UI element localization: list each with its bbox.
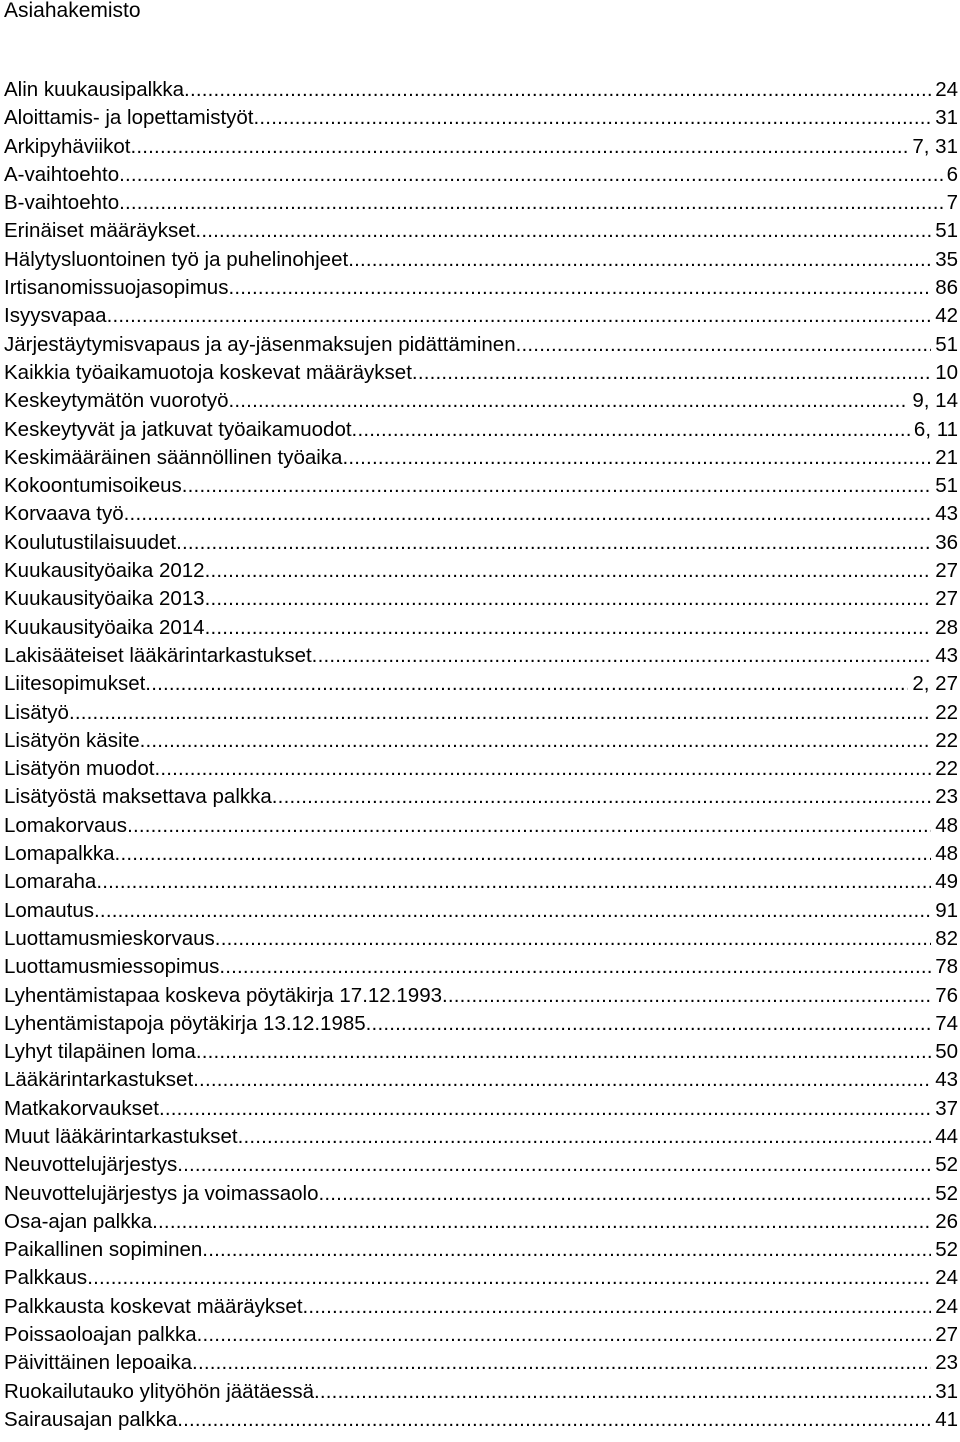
index-entry-pages: 24 xyxy=(935,1266,958,1290)
index-entry xyxy=(4,1264,958,1292)
index-entry xyxy=(4,302,958,330)
dot-leader xyxy=(107,302,932,330)
index-entry xyxy=(4,614,958,642)
index-entry-pages: 48 xyxy=(935,842,958,866)
index-entry-term: Sairausajan palkka xyxy=(4,1407,178,1431)
index-entry xyxy=(4,840,958,868)
index-list xyxy=(4,76,958,1434)
index-entry-term: Päivittäinen lepoaika xyxy=(4,1351,193,1375)
index-entry xyxy=(4,783,958,811)
dot-leader xyxy=(205,614,932,642)
dot-leader xyxy=(348,246,931,274)
dot-leader xyxy=(176,529,931,557)
dot-leader xyxy=(196,1038,931,1066)
dot-leader xyxy=(312,642,932,670)
index-entry-pages: 82 xyxy=(935,926,958,950)
index-entry xyxy=(4,642,958,670)
index-entry-term: Neuvottelujärjestys xyxy=(4,1153,178,1177)
dot-leader xyxy=(205,557,932,585)
index-entry xyxy=(4,359,958,387)
dot-leader xyxy=(124,500,932,528)
index-entry xyxy=(4,755,958,783)
index-entry-pages: 7, 31 xyxy=(912,134,958,158)
index-entry xyxy=(4,699,958,727)
dot-leader xyxy=(254,104,932,132)
index-entry-pages: 9, 14 xyxy=(912,389,958,413)
index-entry-pages: 6, 11 xyxy=(913,417,958,441)
dot-leader xyxy=(352,416,910,444)
index-entry-pages: 27 xyxy=(935,559,958,583)
index-entry xyxy=(4,557,958,585)
index-entry-pages: 78 xyxy=(935,955,958,979)
index-entry xyxy=(4,925,958,953)
index-entry xyxy=(4,953,958,981)
index-entry-pages: 44 xyxy=(935,1124,958,1148)
index-entry-term: Osa-ajan palkka xyxy=(4,1209,153,1233)
index-entry xyxy=(4,1151,958,1179)
index-entry-term: Lisätyön muodot xyxy=(4,757,155,781)
index-entry xyxy=(4,246,958,274)
index-entry xyxy=(4,104,958,132)
index-entry-pages: 43 xyxy=(935,643,958,667)
index-entry xyxy=(4,1349,958,1377)
page-title: Asiahakemisto xyxy=(4,0,141,22)
index-entry-term: Kuukausityöaika 2013 xyxy=(4,587,205,611)
dot-leader xyxy=(219,953,931,981)
index-entry-pages: 86 xyxy=(935,276,958,300)
index-entry-pages: 23 xyxy=(935,1351,958,1375)
index-entry-term: Isyysvapaa xyxy=(4,304,107,328)
dot-leader xyxy=(318,1180,931,1208)
dot-leader xyxy=(154,755,931,783)
dot-leader xyxy=(314,1378,931,1406)
dot-leader xyxy=(159,1095,931,1123)
index-entry-pages: 50 xyxy=(935,1040,958,1064)
dot-leader xyxy=(516,331,932,359)
dot-leader xyxy=(197,1321,932,1349)
dot-leader xyxy=(412,359,931,387)
dot-leader xyxy=(442,982,931,1010)
index-entry xyxy=(4,1123,958,1151)
index-entry-term: Aloittamis- ja lopettamistyöt xyxy=(4,106,254,130)
dot-leader xyxy=(87,1264,931,1292)
dot-leader xyxy=(195,217,931,245)
index-entry-pages: 22 xyxy=(935,728,958,752)
dot-leader xyxy=(94,897,931,925)
index-entry-pages: 21 xyxy=(935,445,958,469)
dot-leader xyxy=(228,387,908,415)
dot-leader xyxy=(215,925,931,953)
index-entry-term: Hälytysluontoinen työ ja puhelinohjeet xyxy=(4,247,349,271)
index-entry-term: Lomakorvaus xyxy=(4,813,128,837)
dot-leader xyxy=(152,1208,931,1236)
index-entry-term: Lomaraha xyxy=(4,870,97,894)
index-entry-pages: 23 xyxy=(935,785,958,809)
index-entry-pages: 28 xyxy=(935,615,958,639)
dot-leader xyxy=(69,699,931,727)
index-entry-pages: 7 xyxy=(946,191,958,215)
index-entry-pages: 91 xyxy=(935,898,958,922)
dot-leader xyxy=(127,812,931,840)
dot-leader xyxy=(303,1293,932,1321)
index-entry xyxy=(4,982,958,1010)
index-entry-term: Kokoontumisoikeus xyxy=(4,474,182,498)
index-entry-term: Lomapalkka xyxy=(4,842,115,866)
index-entry xyxy=(4,76,958,104)
index-entry xyxy=(4,727,958,755)
dot-leader xyxy=(342,444,931,472)
index-entry-term: Lisätyön käsite xyxy=(4,728,140,752)
index-entry-pages: 27 xyxy=(935,1323,958,1347)
index-entry-term: A-vaihtoehto xyxy=(4,162,120,186)
index-entry-term: Lyhentämistapaa koskeva pöytäkirja 17.12.1993 xyxy=(4,983,442,1007)
index-entry xyxy=(4,1321,958,1349)
dot-leader xyxy=(193,1066,931,1094)
index-entry xyxy=(4,868,958,896)
index-entry-pages: 52 xyxy=(935,1153,958,1177)
index-entry xyxy=(4,133,958,161)
index-entry-term: Alin kuukausipalkka xyxy=(4,78,185,101)
index-entry-term: Kuukausityöaika 2012 xyxy=(4,559,205,583)
index-entry-term: Korvaava työ xyxy=(4,502,124,526)
index-entry xyxy=(4,1406,958,1434)
index-entry-term: Irtisanomissuojasopimus xyxy=(4,276,229,300)
index-entry xyxy=(4,1378,958,1406)
index-entry-pages: 31 xyxy=(935,1379,958,1403)
index-entry-term: Lisätyö xyxy=(4,700,69,724)
index-entry-pages: 27 xyxy=(935,587,958,611)
index-entry xyxy=(4,500,958,528)
index-entry xyxy=(4,812,958,840)
index-entry-term: Palkkaus xyxy=(4,1266,88,1290)
index-entry-pages: 41 xyxy=(935,1407,958,1431)
index-entry-term: Kaikkia työaikamuotoja koskevat määräykset xyxy=(4,360,412,384)
index-entry-term: Erinäiset määräykset xyxy=(4,219,196,243)
index-entry-pages: 36 xyxy=(935,530,958,554)
dot-leader xyxy=(140,727,932,755)
index-entry xyxy=(4,1180,958,1208)
index-entry-term: Luottamusmieskorvaus xyxy=(4,926,215,950)
dot-leader xyxy=(130,133,908,161)
index-entry-pages: 48 xyxy=(935,813,958,837)
index-entry-pages: 10 xyxy=(935,360,958,384)
index-entry-pages: 43 xyxy=(935,1068,958,1092)
dot-leader xyxy=(177,1406,931,1434)
index-entry-pages: 51 xyxy=(935,219,958,243)
index-entry-pages: 37 xyxy=(935,1096,958,1120)
index-entry-pages: 2, 27 xyxy=(912,672,958,696)
dot-leader xyxy=(145,670,908,698)
index-entry xyxy=(4,1066,958,1094)
index-entry-pages: 43 xyxy=(935,502,958,526)
index-entry-term: Matkakorvaukset xyxy=(4,1096,159,1120)
index-entry-pages: 74 xyxy=(935,1011,958,1035)
dot-leader xyxy=(115,840,932,868)
index-entry-term: Ruokailutauko ylityöhön jäätäessä xyxy=(4,1379,314,1403)
index-entry-term: Arkipyhäviikot xyxy=(4,134,131,158)
index-entry xyxy=(4,331,958,359)
index-entry-term: Liitesopimukset xyxy=(4,672,146,696)
index-entry-term: Keskeytymätön vuorotyö xyxy=(4,389,229,413)
index-entry xyxy=(4,161,958,189)
index-entry-pages: 52 xyxy=(935,1181,958,1205)
index-entry-pages: 24 xyxy=(935,1294,958,1318)
index-entry-term: Paikallinen sopiminen xyxy=(4,1238,203,1262)
index-entry-term: Järjestäytymisvapaus ja ay-jäsenmaksujen pidättäminen xyxy=(4,332,516,356)
dot-leader xyxy=(177,1151,931,1179)
index-entry-term: Lyhyt tilapäinen loma xyxy=(4,1040,196,1064)
index-entry xyxy=(4,472,958,500)
index-entry-term: Keskeytyvät ja jatkuvat työaikamuodot xyxy=(4,417,352,441)
index-entry-term: Lomautus xyxy=(4,898,95,922)
index-entry xyxy=(4,1208,958,1236)
index-entry-term: Koulutustilaisuudet xyxy=(4,530,177,554)
dot-leader xyxy=(202,1236,931,1264)
index-entry-pages: 52 xyxy=(935,1238,958,1262)
dot-leader xyxy=(228,274,931,302)
dot-leader xyxy=(272,783,931,811)
index-entry-term: B-vaihtoehto xyxy=(4,191,120,215)
index-entry-pages: 76 xyxy=(935,983,958,1007)
dot-leader xyxy=(184,76,931,104)
index-entry xyxy=(4,1010,958,1038)
index-entry-term: Kuukausityöaika 2014 xyxy=(4,615,205,639)
dot-leader xyxy=(119,161,942,189)
index-entry-pages: 31 xyxy=(935,106,958,130)
index-entry-pages: 26 xyxy=(935,1209,958,1233)
index-entry-pages: 24 xyxy=(935,78,958,101)
index-entry xyxy=(4,670,958,698)
index-entry xyxy=(4,274,958,302)
dot-leader xyxy=(192,1349,931,1377)
index-entry xyxy=(4,1236,958,1264)
index-entry-term: Keskimääräinen säännöllinen työaika xyxy=(4,445,343,469)
index-entry-pages: 22 xyxy=(935,757,958,781)
index-entry-term: Lyhentämistapoja pöytäkirja 13.12.1985 xyxy=(4,1011,366,1035)
index-entry-term: Lääkärintarkastukset xyxy=(4,1068,194,1092)
index-entry-pages: 51 xyxy=(935,332,958,356)
index-entry-pages: 51 xyxy=(935,474,958,498)
index-entry xyxy=(4,189,958,217)
dot-leader xyxy=(366,1010,932,1038)
dot-leader xyxy=(96,868,931,896)
index-entry-term: Luottamusmiessopimus xyxy=(4,955,220,979)
index-entry xyxy=(4,529,958,557)
index-entry xyxy=(4,1038,958,1066)
index-entry-pages: 49 xyxy=(935,870,958,894)
index-entry xyxy=(4,387,958,415)
index-entry xyxy=(4,217,958,245)
index-entry-pages: 35 xyxy=(935,247,958,271)
index-entry-term: Lakisääteiset lääkärintarkastukset xyxy=(4,643,312,667)
dot-leader xyxy=(205,585,932,613)
index-entry-term: Neuvottelujärjestys ja voimassaolo xyxy=(4,1181,319,1205)
index-entry-pages: 22 xyxy=(935,700,958,724)
index-entry-pages: 42 xyxy=(935,304,958,328)
index-entry xyxy=(4,1095,958,1123)
index-entry xyxy=(4,444,958,472)
index-entry xyxy=(4,585,958,613)
index-entry-pages: 6 xyxy=(946,162,958,186)
index-entry-term: Muut lääkärintarkastukset xyxy=(4,1124,238,1148)
index-entry xyxy=(4,897,958,925)
index-entry-term: Lisätyöstä maksettava palkka xyxy=(4,785,272,809)
index-entry-term: Palkkausta koskevat määräykset xyxy=(4,1294,303,1318)
index-entry-term: Poissaoloajan palkka xyxy=(4,1323,197,1347)
index-entry xyxy=(4,416,958,444)
dot-leader xyxy=(238,1123,932,1151)
dot-leader xyxy=(119,189,942,217)
index-entry xyxy=(4,1293,958,1321)
dot-leader xyxy=(182,472,931,500)
